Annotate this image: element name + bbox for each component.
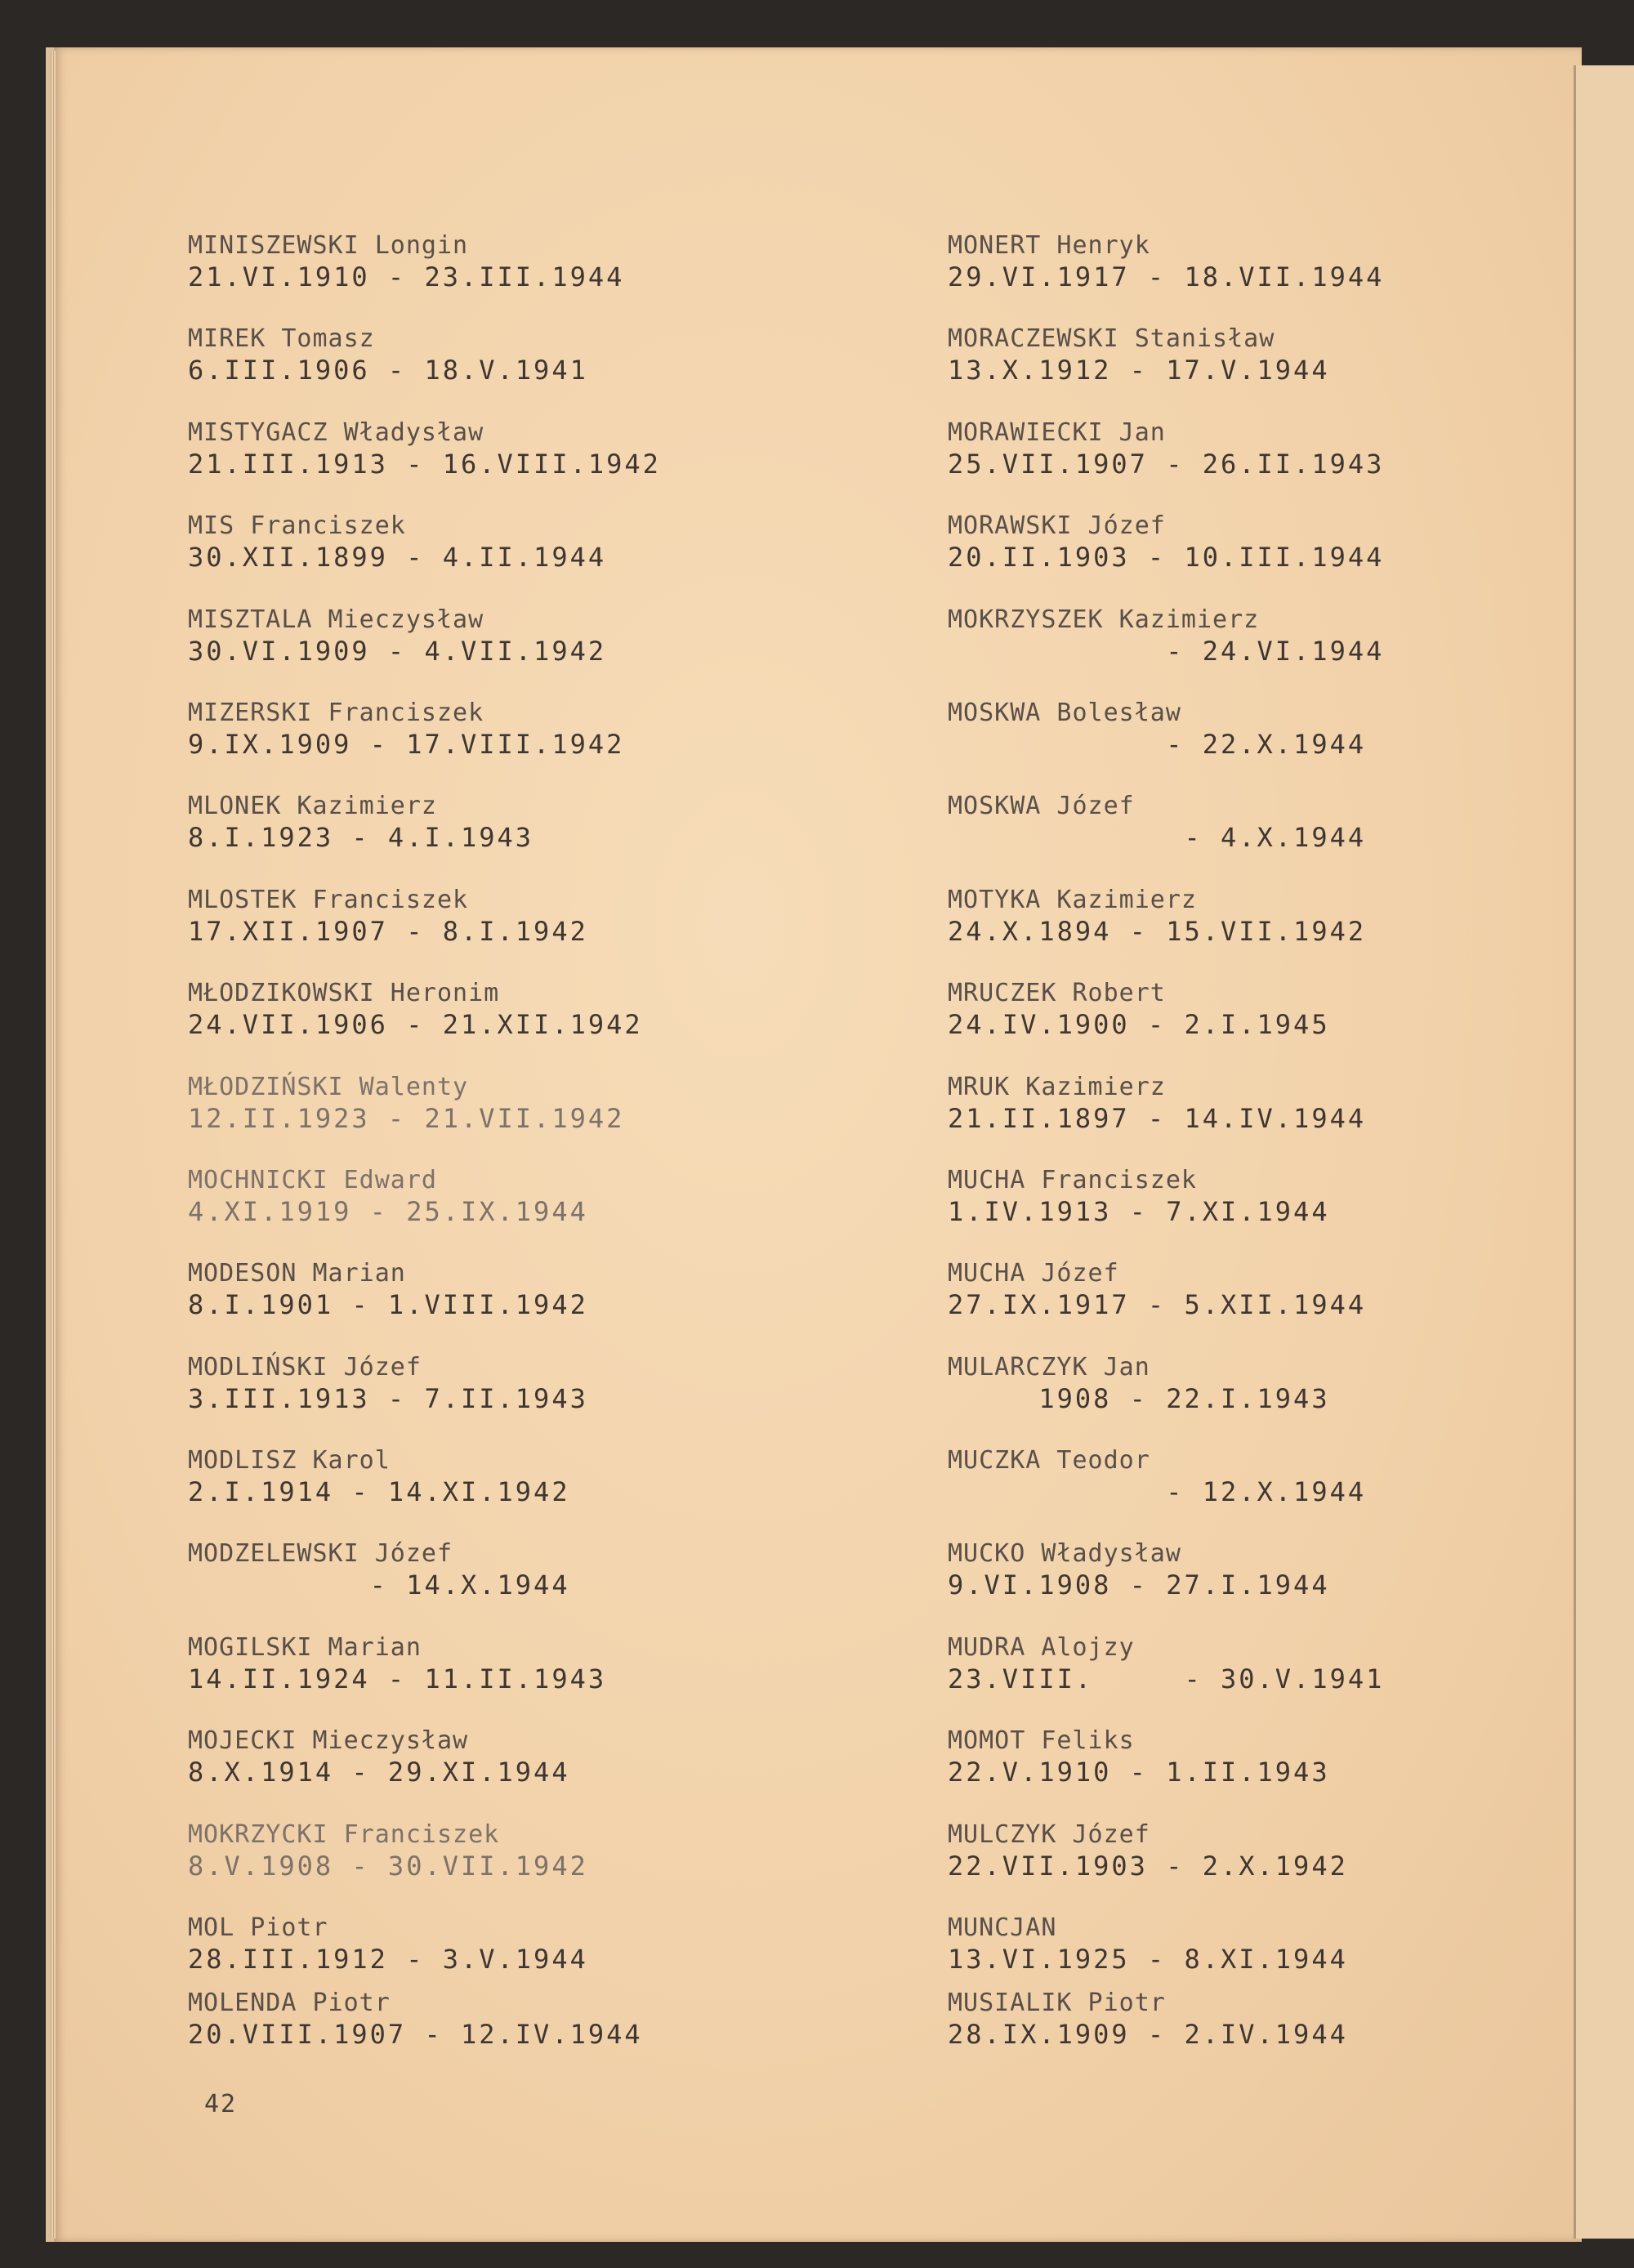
entry-name: MORAWSKI Józef [948, 511, 1166, 541]
list-item [948, 417, 1384, 511]
entry-dates: 21.VI.1910 - 23.III.1944 [188, 261, 625, 292]
entry-dates: 8.I.1901 - 1.VIII.1942 [188, 1289, 588, 1321]
entry-dates: 25.VII.1907 - 26.II.1943 [948, 448, 1385, 480]
list-item [188, 1913, 661, 1988]
entry-dates: 30.VI.1909 - 4.VII.1942 [188, 635, 607, 667]
list-item [188, 324, 661, 417]
list-item [188, 978, 661, 1071]
list-item [188, 417, 661, 511]
entry-dates: 9.IX.1909 - 17.VIII.1942 [188, 728, 625, 760]
entry-name: MODLISZ Karol [188, 1446, 391, 1476]
list-item [948, 1538, 1384, 1632]
entry-dates: 24.VII.1906 - 21.XII.1942 [188, 1009, 643, 1041]
list-item [188, 230, 661, 324]
entry-dates: - 22.X.1944 [948, 728, 1367, 760]
entry-dates: 13.VI.1925 - 8.XI.1944 [948, 1944, 1348, 1976]
entry-dates: 21.III.1913 - 16.VIII.1942 [188, 448, 661, 480]
entry-name: MOJECKI Mieczysław [188, 1726, 469, 1756]
list-item [948, 1445, 1384, 1538]
page-number: 42 [204, 2090, 238, 2118]
entry-name: MOL Piotr [188, 1913, 328, 1943]
entry-dates: 14.II.1924 - 11.II.1943 [188, 1663, 607, 1694]
list-item [188, 605, 661, 698]
entry-name: MODZELEWSKI Józef [188, 1539, 453, 1569]
entry-name: MOSKWA Józef [948, 792, 1135, 821]
entry-name: MŁODZIŃSKI Walenty [188, 1072, 469, 1101]
list-item [188, 1072, 661, 1165]
entry-dates: 8.V.1908 - 30.VII.1942 [188, 1850, 588, 1882]
entry-dates: 13.X.1912 - 17.V.1944 [948, 355, 1330, 386]
list-item [948, 1632, 1384, 1726]
entry-name: MRUK Kazimierz [948, 1072, 1166, 1101]
entry-dates: 23.VIII. - 30.V.1941 [948, 1663, 1385, 1694]
entry-dates: 8.I.1923 - 4.I.1943 [188, 822, 534, 854]
list-item [948, 791, 1384, 884]
entry-dates: 22.VII.1903 - 2.X.1942 [948, 1850, 1348, 1882]
list-item [188, 1538, 661, 1632]
entry-dates: 29.VI.1917 - 18.VII.1944 [948, 261, 1385, 292]
left-column [188, 230, 661, 2081]
entry-name: MODLIŃSKI Józef [188, 1352, 422, 1382]
list-item [948, 324, 1384, 417]
entry-dates: 1908 - 22.I.1943 [948, 1382, 1330, 1414]
list-item [188, 1165, 661, 1258]
entry-dates: 28.III.1912 - 3.V.1944 [188, 1944, 588, 1976]
entry-dates: 4.XI.1919 - 25.IX.1944 [188, 1195, 588, 1227]
list-item [948, 1913, 1384, 1988]
list-item [948, 1726, 1384, 1819]
entry-dates: 12.II.1923 - 21.VII.1942 [188, 1102, 625, 1134]
list-item [948, 978, 1384, 1071]
entry-dates: 6.III.1906 - 18.V.1941 [188, 355, 588, 386]
entry-name: MOCHNICKI Edward [188, 1165, 437, 1194]
list-item [948, 885, 1384, 978]
entry-dates: - 24.VI.1944 [948, 635, 1385, 667]
entry-name: MORACZEWSKI Stanisław [948, 324, 1275, 354]
entry-dates: 3.III.1913 - 7.II.1943 [188, 1382, 588, 1414]
entry-dates: 8.X.1914 - 29.XI.1944 [188, 1757, 570, 1788]
entry-name: MISZTALA Mieczysław [188, 605, 484, 634]
entry-name: MOSKWA Bolesław [948, 698, 1181, 727]
entry-dates: 27.IX.1917 - 5.XII.1944 [948, 1289, 1367, 1321]
entry-dates: 24.X.1894 - 15.VII.1942 [948, 915, 1367, 947]
entry-name: MIZERSKI Franciszek [188, 698, 484, 727]
right-column [948, 230, 1384, 2081]
list-item [188, 1726, 661, 1819]
entry-name: MUDRA Alojzy [948, 1632, 1135, 1662]
entry-dates: 2.I.1914 - 14.XI.1942 [188, 1476, 570, 1508]
facing-page-edge [1574, 65, 1634, 2239]
entry-name: MŁODZIKOWSKI Heronim [188, 979, 500, 1008]
list-item [188, 698, 661, 791]
entry-name: MULCZYK Józef [948, 1819, 1150, 1849]
entry-name: MOTYKA Kazimierz [948, 885, 1197, 914]
entry-dates: - 14.X.1944 [188, 1569, 570, 1601]
entry-name: MIREK Tomasz [188, 324, 375, 354]
entry-dates: 30.XII.1899 - 4.II.1944 [188, 542, 607, 574]
entry-name: MOGILSKI Marian [188, 1632, 422, 1662]
entry-dates: 20.VIII.1907 - 12.IV.1944 [188, 2019, 643, 2051]
list-item [188, 1632, 661, 1726]
entry-name: MUCHA Franciszek [948, 1165, 1197, 1194]
list-item [948, 1352, 1384, 1445]
list-item [188, 1258, 661, 1351]
list-item [948, 511, 1384, 604]
entry-name: MUCKO Władysław [948, 1539, 1181, 1569]
entry-dates: 21.II.1897 - 14.IV.1944 [948, 1102, 1367, 1134]
entry-name: MULARCZYK Jan [948, 1352, 1150, 1382]
list-item [188, 1445, 661, 1538]
entry-dates: 20.II.1903 - 10.III.1944 [948, 542, 1385, 574]
entry-name: MIS Franciszek [188, 511, 406, 541]
list-item [948, 605, 1384, 698]
entry-dates: - 12.X.1944 [948, 1476, 1367, 1508]
entry-dates: 1.IV.1913 - 7.XI.1944 [948, 1195, 1330, 1227]
entry-dates: 17.XII.1907 - 8.I.1942 [188, 915, 588, 947]
entry-name: MISTYGACZ Władysław [188, 417, 484, 447]
entry-name: MUSIALIK Piotr [948, 1989, 1166, 2018]
list-item [188, 885, 661, 978]
list-item [188, 511, 661, 604]
entry-name: MUCZKA Teodor [948, 1446, 1150, 1476]
list-item [188, 1352, 661, 1445]
entry-name: MONERT Henryk [948, 231, 1150, 260]
entry-name: MINISZEWSKI Longin [188, 231, 469, 260]
entry-name: MLONEK Kazimierz [188, 792, 437, 821]
entry-name: MUCHA Józef [948, 1259, 1119, 1288]
entry-name: MUNCJAN [948, 1913, 1057, 1943]
list-item [948, 1165, 1384, 1258]
entry-name: MOKRZYSZEK Kazimierz [948, 605, 1260, 634]
entry-dates: - 4.X.1944 [948, 822, 1367, 854]
entry-dates: 28.IX.1909 - 2.IV.1944 [948, 2019, 1348, 2051]
list-item [948, 1072, 1384, 1165]
entry-name: MORAWIECKI Jan [948, 417, 1166, 447]
list-item [948, 230, 1384, 324]
list-item [188, 1819, 661, 1913]
entry-name: MOKRZYCKI Franciszek [188, 1819, 500, 1849]
page-stack-edge [51, 51, 56, 2239]
entry-name: MODESON Marian [188, 1259, 406, 1288]
entry-dates: 9.VI.1908 - 27.I.1944 [948, 1569, 1330, 1601]
list-item [948, 698, 1384, 791]
list-item [948, 1988, 1384, 2081]
entry-dates: 22.V.1910 - 1.II.1943 [948, 1757, 1330, 1788]
entry-name: MLOSTEK Franciszek [188, 885, 469, 914]
list-item [188, 1988, 661, 2081]
entry-name: MRUCZEK Robert [948, 979, 1166, 1008]
list-item [948, 1258, 1384, 1351]
entry-dates: 24.IV.1900 - 2.I.1945 [948, 1009, 1330, 1041]
list-item [948, 1819, 1384, 1913]
entry-name: MOMOT Feliks [948, 1726, 1135, 1756]
list-item [188, 791, 661, 884]
entry-name: MOLENDA Piotr [188, 1989, 391, 2018]
